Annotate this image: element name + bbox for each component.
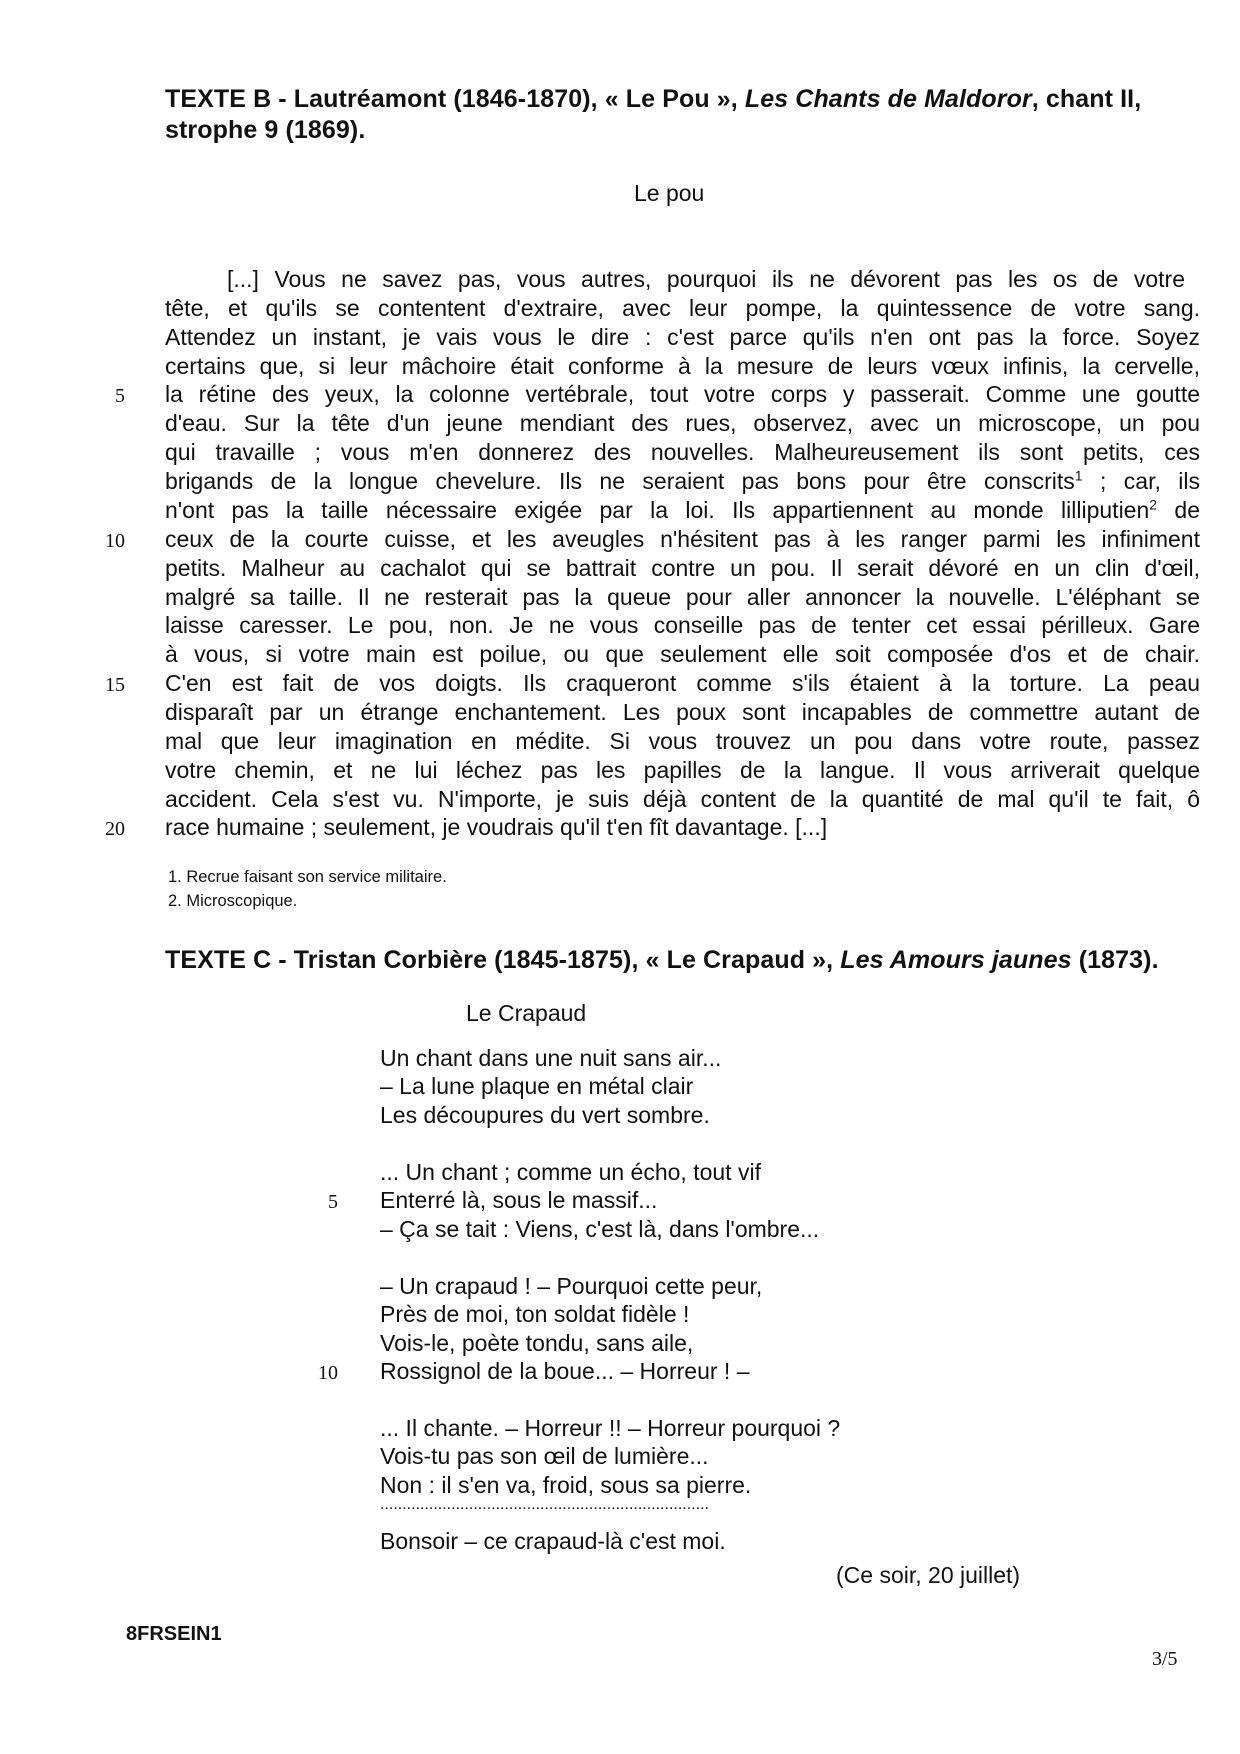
prose-line: tête, et qu'ils se contentent d'extraire, avec leur pompe, la quintessence de votre sang. [165, 295, 1200, 321]
prose-line: mal que leur imagination en médite. Si vous trouvez un pou dans votre route, passez [165, 728, 1200, 754]
verse: Bonsoir – ce crapaud-là c'est moi. [380, 1528, 726, 1554]
verse: Les découpures du vert sombre. [380, 1102, 710, 1128]
verse-dotted-line: .......................................................................... [380, 1496, 709, 1513]
prose-line: petits. Malheur au cachalot qui se battrait contre un pou. Il serait dévoré en un clin d'œil, [165, 555, 1200, 581]
verse: ... Il chante. – Horreur !! – Horreur pourquoi ? [380, 1415, 841, 1441]
poem-date: (Ce soir, 20 juillet) [836, 1562, 1021, 1588]
texte-c-heading [165, 946, 1159, 975]
texte-b-heading-work: Les Chants de Maldoror [744, 85, 1032, 113]
prose-line: malgré sa taille. Il ne resterait pas la queue pour aller annoncer la nouvelle. L'éléphant se [165, 584, 1200, 610]
prose-line [165, 468, 1200, 495]
verse: ... Un chant ; comme un écho, tout vif [380, 1159, 761, 1185]
verse: Vois-le, poète tondu, sans aile, [380, 1330, 694, 1356]
line-number: 5 [115, 385, 125, 407]
verse: Enterré là, sous le massif... [380, 1187, 658, 1213]
prose-line: accident. Cela s'est vu. N'importe, je suis déjà content de la quantité de mal qu'il te fait, ô [165, 786, 1200, 812]
prose-line: ceux de la courte cuisse, et les aveugles n'hésitent pas à les ranger parmi les infiniment [165, 526, 1200, 552]
line-number: 15 [105, 674, 125, 696]
footnote-ref-2: 2 [1149, 496, 1158, 513]
prose-line [165, 497, 1200, 524]
texte-c-heading-pre: TEXTE C - Tristan Corbière (1845-1875), « Le Crapaud », [165, 946, 841, 974]
texte-b-heading [165, 85, 1141, 114]
texte-c-title: Le Crapaud [466, 1000, 587, 1026]
verse: Vois-tu pas son œil de lumière... [380, 1443, 709, 1469]
verse: – Un crapaud ! – Pourquoi cette peur, [380, 1273, 763, 1299]
line-number: 5 [328, 1191, 338, 1213]
footnote-2: 2. Microscopique. [168, 892, 298, 910]
footnote-ref-1: 1 [1074, 467, 1083, 484]
prose-line: à vous, si votre main est poilue, ou que seulement elle soit composée d'os et de chair. [165, 641, 1200, 667]
prose-line: d'eau. Sur la tête d'un jeune mendiant des rues, observez, avec un microscope, un pou [165, 410, 1200, 436]
prose-line: la rétine des yeux, la colonne vertébrale, tout votre corps y passerait. Comme une goutte [165, 381, 1200, 407]
prose-line-text: n'ont pas la taille nécessaire exigée par la loi. Ils appartiennent au monde lilliputien [165, 497, 1150, 523]
prose-line: qui travaille ; vous m'en donnerez des nouvelles. Malheureusement ils sont petits, ces [165, 439, 1200, 465]
texte-c-heading-post: (1873). [1071, 946, 1159, 974]
verse: Rossignol de la boue... – Horreur ! – [380, 1358, 750, 1384]
footnote-1: 1. Recrue faisant son service militaire. [168, 868, 447, 886]
verse: Près de moi, ton soldat fidèle ! [380, 1301, 690, 1327]
texte-b-heading-line2: strophe 9 (1869). [165, 116, 366, 144]
verse: – Ça se tait : Viens, c'est là, dans l'ombre... [380, 1216, 820, 1242]
prose-line: C'en est fait de vos doigts. Ils craqueront comme s'ils étaient à la torture. La peau [165, 670, 1200, 696]
line-number: 10 [105, 530, 125, 552]
prose-line: disparaît par un étrange enchantement. Les poux sont incapables de commettre autant de [165, 699, 1200, 725]
verse: Un chant dans une nuit sans air... [380, 1045, 722, 1071]
page-number: 3/5 [1152, 1648, 1178, 1670]
texte-b-heading-post: , chant II, [1031, 85, 1142, 113]
texte-b-heading-pre: TEXTE B - Lautréamont (1846-1870), « Le Pou », [165, 85, 745, 113]
line-number: 20 [105, 818, 125, 840]
line-number: 10 [318, 1362, 338, 1384]
texte-b-title: Le pou [634, 180, 705, 206]
prose-line: votre chemin, et ne lui léchez pas les papilles de la langue. Il vous arriverait quelque [165, 757, 1200, 783]
prose-line: [...] Vous ne savez pas, vous autres, pourquoi ils ne dévorent pas les os de votre [227, 266, 1185, 292]
texte-c-heading-work: Les Amours jaunes [840, 946, 1072, 974]
prose-line: certains que, si leur mâchoire était conforme à la mesure de leurs vœux infinis, la cervelle, [165, 353, 1200, 379]
verse: Non : il s'en va, froid, sous sa pierre. [380, 1472, 752, 1498]
prose-line-tail: ; car, ils [1082, 468, 1200, 494]
prose-line-tail: de [1157, 497, 1200, 523]
prose-line: laisse caresser. Le pou, non. Je ne vous conseille pas de tenter cet essai périlleux. Gare [165, 612, 1200, 638]
prose-line: Attendez un instant, je vais vous le dire : c'est parce qu'ils n'en ont pas la force. Soyez [165, 324, 1200, 350]
exam-code: 8FRSEIN1 [126, 1623, 222, 1645]
prose-line-text: brigands de la longue chevelure. Ils ne seraient pas bons pour être conscrits [165, 468, 1075, 494]
prose-line: race humaine ; seulement, je voudrais qu'il t'en fît davantage. [...] [165, 814, 828, 840]
verse: – La lune plaque en métal clair [380, 1073, 694, 1099]
